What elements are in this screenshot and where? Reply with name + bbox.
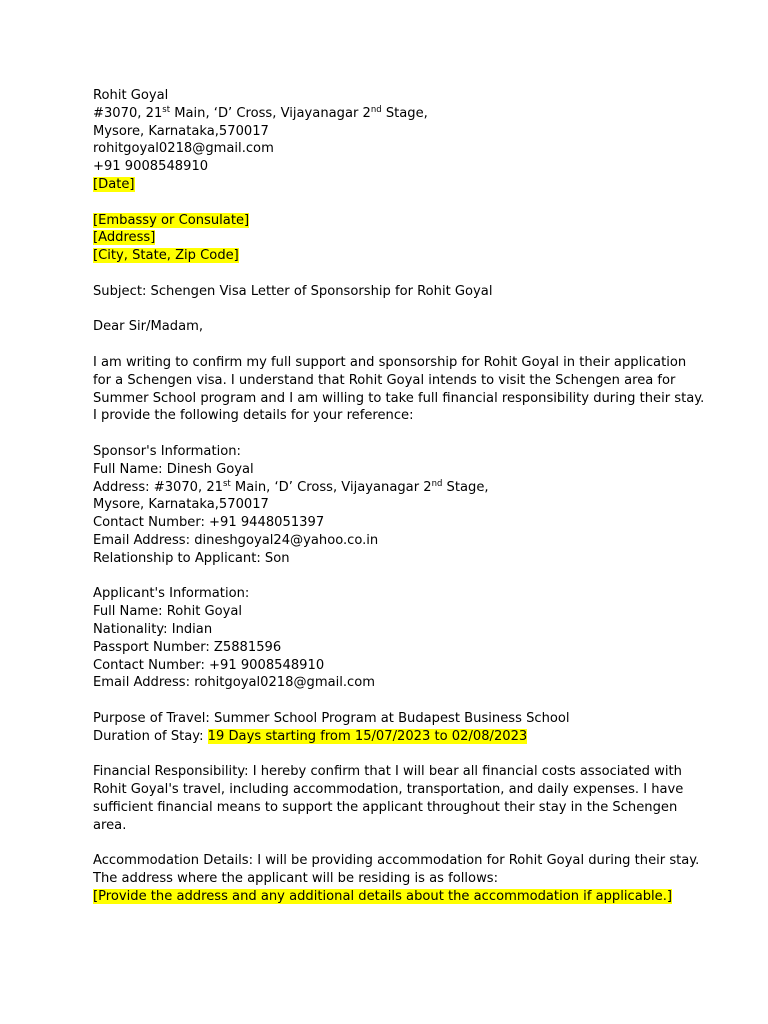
sender-name: Rohit Goyal [93, 88, 169, 103]
accommodation-line: The address where the applicant will be residing is as follows: [93, 871, 499, 887]
date-placeholder: [Date] [93, 176, 135, 192]
sponsor-address: Address: #3070, 21st Main, ‘D’ Cross, Vijayanagar 2nd Stage, [93, 478, 489, 495]
financial-line: Financial Responsibility: I hereby confirm that I will bear all financial costs associated with [93, 764, 682, 780]
sponsor-info [93, 443, 728, 568]
duration-highlight: 19 Days starting from 15/07/2023 to 02/08/2023 [207, 728, 528, 744]
sender-email: rohitgoyal0218@gmail.com [93, 141, 274, 157]
applicant-email: Email Address: rohitgoyal0218@gmail.com [93, 675, 376, 691]
applicant-passport: Passport Number: Z5881596 [93, 639, 282, 655]
sponsor-heading: Sponsor's Information: [93, 443, 241, 459]
sender-address: #3070, 21st Main, ‘D’ Cross, Vijayanagar 2nd Stage, [93, 104, 428, 121]
financial-line: Rohit Goyal's travel, including accommodation, transportation, and daily expenses. I have [93, 782, 684, 798]
accommodation-paragraph [93, 852, 728, 905]
travel-duration: Duration of Stay: 19 Days starting from 15/07/2023 to 02/08/2023 [93, 728, 528, 744]
travel-info [93, 710, 728, 746]
sender-block [93, 87, 728, 194]
financial-line: area. [93, 817, 127, 833]
applicant-nationality: Nationality: Indian [93, 621, 213, 637]
recipient-city-placeholder: [City, State, Zip Code] [93, 248, 239, 264]
sponsor-full-name: Full Name: Dinesh Goyal [93, 461, 254, 477]
accommodation-line: Accommodation Details: I will be providing accommodation for Rohit Goyal during their stay. [93, 853, 700, 869]
intro-paragraph [93, 354, 728, 425]
embassy-placeholder: [Embassy or Consulate] [93, 212, 250, 228]
intro-line: I provide the following details for your reference: [93, 408, 414, 424]
financial-line: sufficient financial means to support the applicant throughout their stay in the Schengen [93, 799, 678, 815]
intro-line: I am writing to confirm my full support and sponsorship for Rohit Goyal in their application [93, 354, 687, 370]
travel-purpose: Purpose of Travel: Summer School Program at Budapest Business School [93, 710, 570, 726]
applicant-contact: Contact Number: +91 9008548910 [93, 657, 325, 673]
sponsor-city: Mysore, Karnataka,570017 [93, 497, 269, 513]
intro-line: for a Schengen visa. I understand that Rohit Goyal intends to visit the Schengen area for [93, 372, 676, 388]
subject-line: Subject: Schengen Visa Letter of Sponsorship for Rohit Goyal [93, 283, 493, 299]
salutation: Dear Sir/Madam, [93, 319, 204, 335]
sender-phone: +91 9008548910 [93, 159, 209, 175]
accommodation-placeholder: [Provide the address and any additional details about the accommodation if applicable.] [93, 888, 673, 904]
financial-paragraph [93, 763, 728, 834]
recipient-block [93, 212, 728, 265]
sponsor-relationship: Relationship to Applicant: Son [93, 550, 290, 566]
sender-city: Mysore, Karnataka,570017 [93, 123, 269, 139]
sponsor-contact: Contact Number: +91 9448051397 [93, 515, 325, 531]
intro-line: Summer School program and I am willing to take full financial responsibility during their stay. [93, 390, 705, 406]
sponsor-email: Email Address: dineshgoyal24@yahoo.co.in [93, 532, 379, 548]
applicant-full-name: Full Name: Rohit Goyal [93, 604, 243, 620]
recipient-address-placeholder: [Address] [93, 230, 156, 246]
applicant-info [93, 585, 728, 692]
applicant-heading: Applicant's Information: [93, 586, 250, 602]
